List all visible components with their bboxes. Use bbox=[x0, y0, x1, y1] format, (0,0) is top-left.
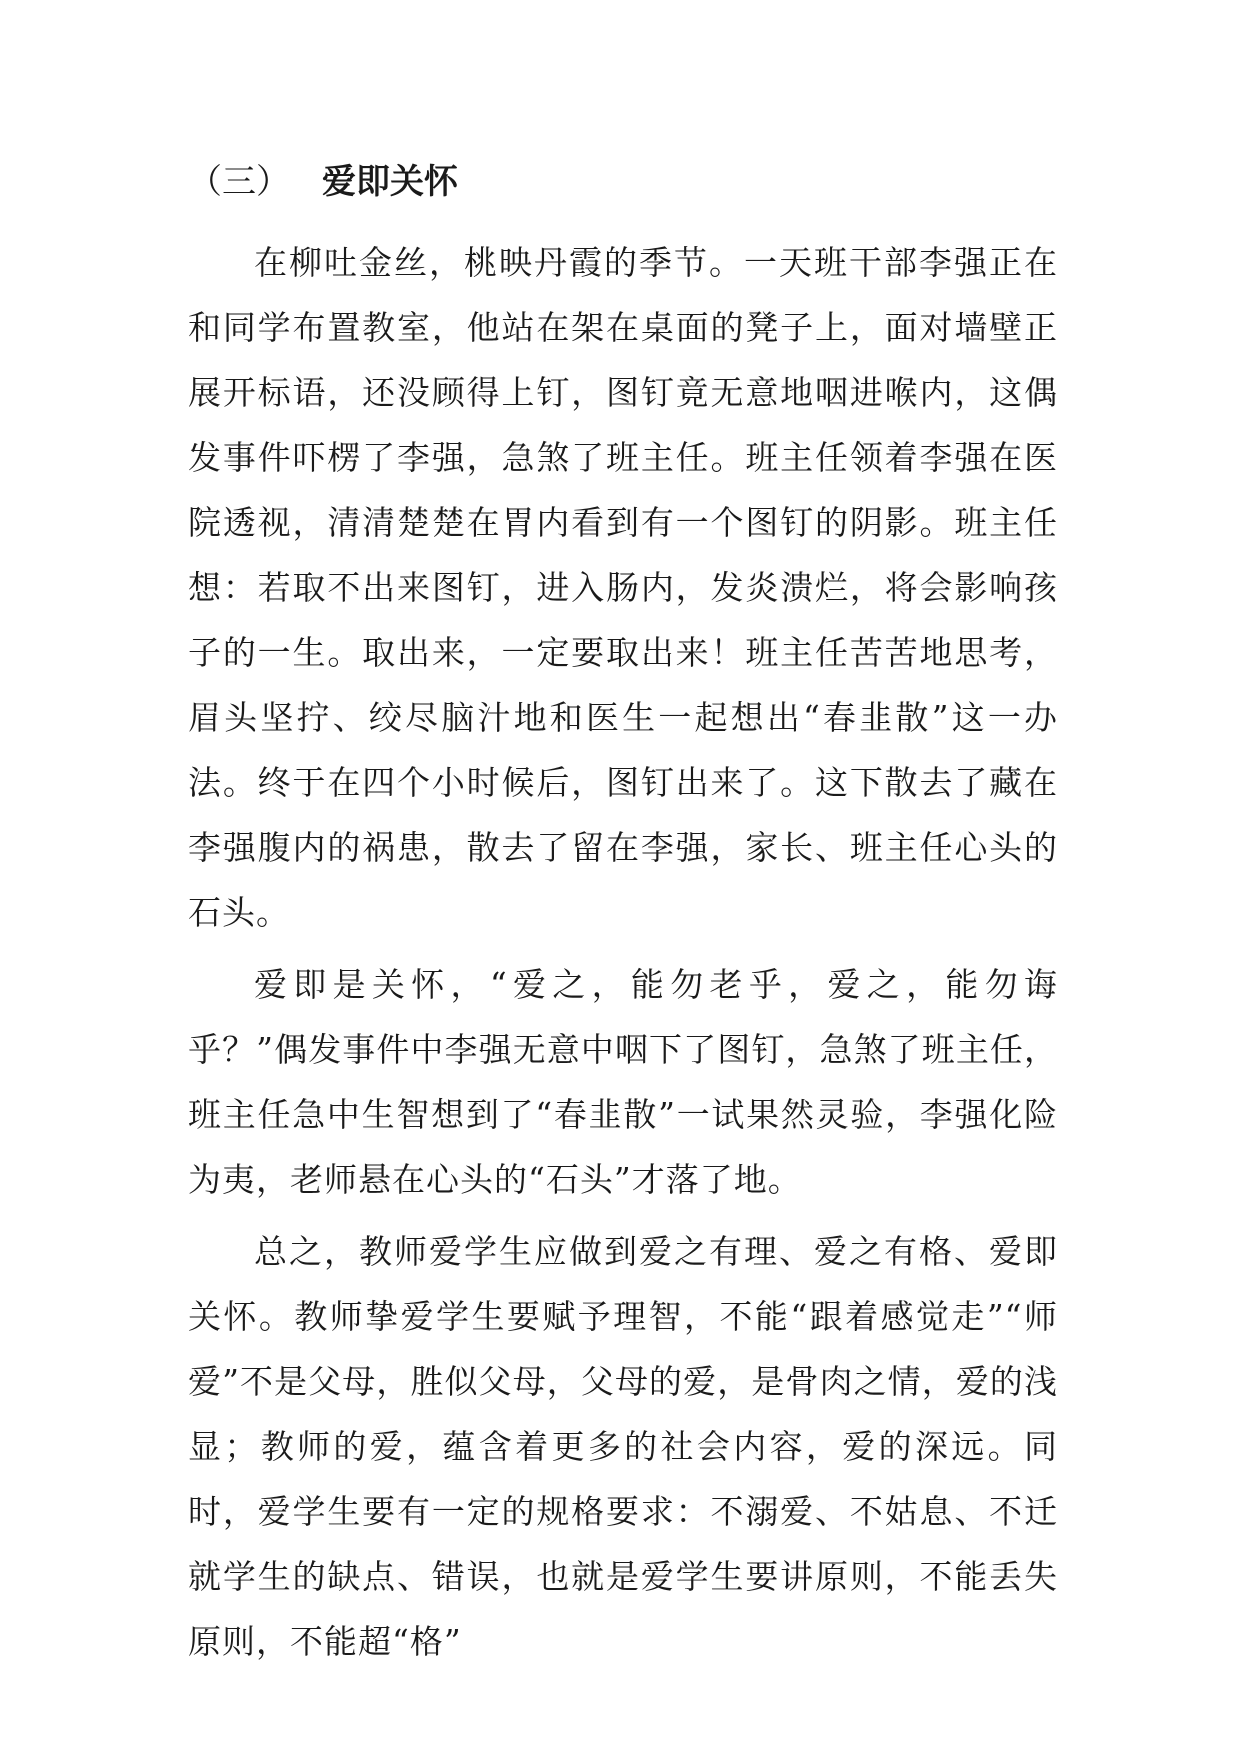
section-number: （三） bbox=[188, 162, 290, 202]
section-title: 爱即关怀 bbox=[322, 162, 458, 202]
document-page bbox=[188, 150, 1058, 1681]
section-heading bbox=[188, 150, 1058, 214]
paragraph-reflection: 爱即是关怀，“爱之，能勿老乎，爱之，能勿诲乎？”偶发事件中李强无意中咽下了图钉，急煞了班主任，班主任急中生智想到了“春韭散”一试果然灵验，李强化险为夷，老师悬在心头的“石头”才落了地。 bbox=[188, 965, 1058, 1199]
paragraph-conclusion: 总之，教师爱学生应做到爱之有理、爱之有格、爱即关怀。教师挚爱学生要赋予理智，不能“跟着感觉走”“师爱”不是父母，胜似父母，父母的爱，是骨肉之情，爱的浅显；教师的爱，蕴含着更多的社会内容，爱的深远。同时，爱学生要有一定的规格要求：不溺爱、不姑息、不迁就学生的缺点、错误，也就是爱学生要讲原则，不能丢失原则，不能超“格” bbox=[188, 1232, 1058, 1661]
paragraph-story: 在柳吐金丝，桃映丹霞的季节。一天班干部李强正在和同学布置教室，他站在架在桌面的凳子上，面对墙壁正展开标语，还没顾得上钉，图钉竟无意地咽进喉内，这偶发事件吓楞了李强，急煞了班主任。班主任领着李强在医院透视，清清楚楚在胃内看到有一个图钉的阴影。班主任想：若取不出来图钉，进入肠内，发炎溃烂，将会影响孩子的一生。取出来，一定要取出来！班主任苦苦地思考，眉头坚拧、绞尽脑汁地和医生一起想出“春韭散”这一办法。终于在四个小时候后，图钉出来了。这下散去了藏在李强腹内的祸患，散去了留在李强，家长、班主任心头的石头。 bbox=[188, 243, 1058, 932]
